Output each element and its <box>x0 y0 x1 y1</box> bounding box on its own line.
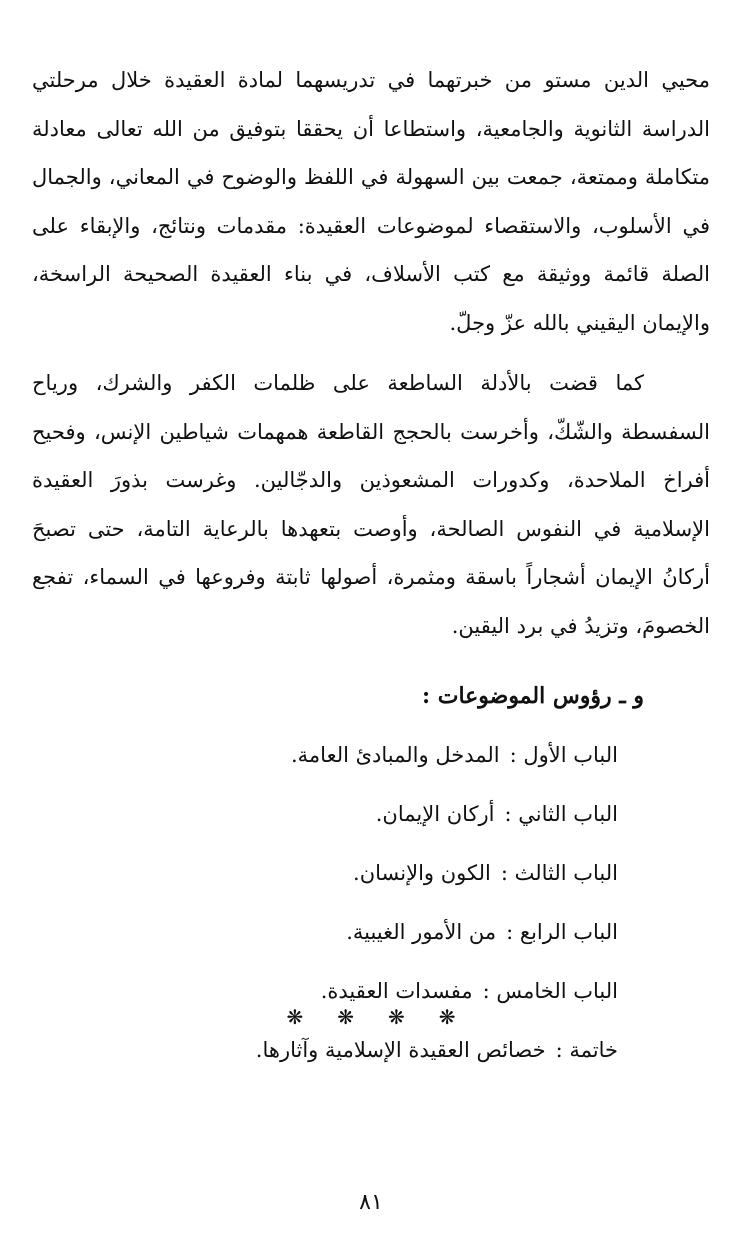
chapter-title: مفسدات العقيدة. <box>320 979 473 1003</box>
chapter-item <box>32 844 618 903</box>
asterism-star-icon: ❋ <box>286 1005 304 1029</box>
chapter-item <box>32 785 618 844</box>
chapter-title: خصائص العقيدة الإسلامية وآثارها. <box>255 1038 546 1062</box>
section-heading: و ـ رؤوس الموضوعات : <box>421 683 644 709</box>
chapter-label: الباب الرابع : <box>506 920 618 944</box>
chapter-title: الكون والإنسان. <box>353 861 491 885</box>
page-number: ٨١ <box>359 1190 383 1215</box>
asterism-star-icon: ❋ <box>337 1005 354 1029</box>
chapter-title: أركان الإيمان. <box>375 802 495 826</box>
chapter-label: الباب الأول : <box>509 743 618 767</box>
chapter-item <box>32 1021 618 1080</box>
chapter-label: خاتمة : <box>555 1038 618 1062</box>
intro-paragraph: محيي الدين مستو من خبرتهما في تدريسهما لمادة العقيدة خلال مرحلتي الدراسة الثانوية والجامعية، واستطاعا أن يحققا بتوفيق من الله تعالى معادلة متكاملة وممتعة، جمعت بين السهولة في اللفظ والوضوح في المعاني، والجمال في الأسلوب، والاستقصاء لموضوعات العقيدة: مقدمات ونتائج، والإبقاء على الصلة قائمة ووثيقة مع كتب الأسلاف، في بناء العقيدة الصحيحة الراسخة، والإيمان اليقيني بالله عزّ وجلّ. <box>32 68 710 335</box>
chapter-item <box>32 726 618 785</box>
asterism-star-icon: ❋ <box>438 1005 456 1029</box>
chapter-item <box>32 903 618 962</box>
section-divider <box>0 1005 742 1029</box>
chapter-label: الباب الثاني : <box>504 802 618 826</box>
evidence-paragraph: كما قضت بالأدلة الساطعة على ظلمات الكفر والشرك، ورياح السفسطة والشّكّ، وأخرست بالحجج القاطعة همهمات شياطين الإنس، وفحيح أفراخ الملاحدة، وكدورات المشعوذين والدجّالين. وغرست بذورَ العقيدة الإسلامية في النفوس الصالحة، وأوصت بتعهدها بالرعاية التامة، حتى تصبحَ أركانُ الإيمان أشجاراً باسقة ومثمرة، أصولها ثابتة وفروعها في السماء، تفجع الخصومَ، وتزيدُ في برد اليقين. <box>32 371 710 638</box>
asterism-star-icon: ❋ <box>388 1005 405 1029</box>
chapter-label: الباب الخامس : <box>482 979 618 1003</box>
chapter-title: من الأمور الغيبية. <box>346 920 497 944</box>
chapter-title: المدخل والمبادئ العامة. <box>291 743 500 767</box>
chapter-label: الباب الثالث : <box>500 861 618 885</box>
